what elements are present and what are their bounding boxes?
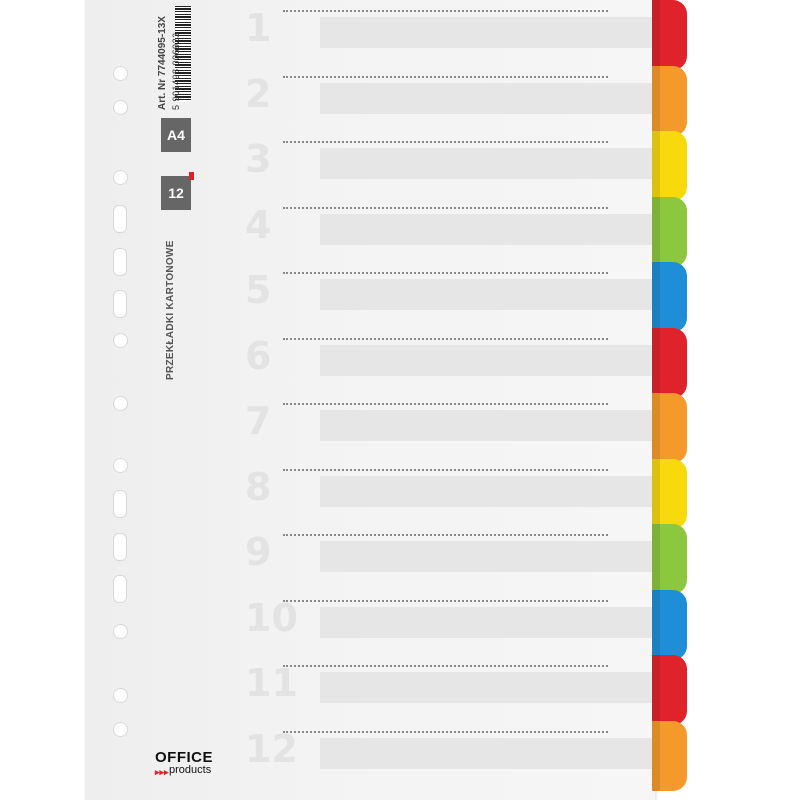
color-tab[interactable] xyxy=(652,328,687,398)
row-number: 9 xyxy=(245,530,272,574)
row-bar xyxy=(320,738,658,769)
article-number: Art. Nr 7744095-13X xyxy=(157,16,168,110)
binder-hole xyxy=(113,688,128,703)
row-bar xyxy=(320,476,658,507)
row-number: 11 xyxy=(245,661,298,705)
color-tab[interactable] xyxy=(652,721,687,791)
write-line[interactable] xyxy=(283,403,608,405)
row-number: 2 xyxy=(245,71,272,116)
index-row xyxy=(245,266,675,311)
row-bar xyxy=(320,541,658,572)
color-tab[interactable] xyxy=(652,197,687,267)
index-row xyxy=(245,332,675,377)
ean-number: 5 901498 006923 xyxy=(171,32,181,110)
index-row xyxy=(245,463,675,508)
binder-hole xyxy=(113,333,128,348)
binder-hole xyxy=(113,100,128,115)
binder-hole xyxy=(113,458,128,473)
row-bar xyxy=(320,345,658,376)
brand-sub: products xyxy=(169,764,212,776)
row-number: 7 xyxy=(245,399,272,443)
binder-hole xyxy=(113,490,127,518)
index-row xyxy=(245,397,675,442)
row-number: 1 xyxy=(245,6,272,50)
write-line[interactable] xyxy=(283,665,608,667)
index-row xyxy=(245,659,675,704)
color-tab[interactable] xyxy=(652,459,687,529)
binder-hole xyxy=(113,624,128,639)
count-badge: 12 xyxy=(161,176,191,210)
index-row xyxy=(245,135,675,180)
write-line[interactable] xyxy=(283,207,608,209)
binder-hole xyxy=(113,533,127,561)
color-tab[interactable] xyxy=(652,524,687,594)
color-tab[interactable] xyxy=(652,0,687,70)
binder-hole xyxy=(113,575,127,603)
binder-hole xyxy=(113,396,128,411)
binder-hole xyxy=(113,66,128,81)
index-row xyxy=(245,725,675,770)
row-bar xyxy=(320,214,658,245)
color-tab[interactable] xyxy=(652,655,687,725)
color-tab[interactable] xyxy=(652,262,687,332)
brand-arrows-icon: ▸▸▸ xyxy=(155,767,169,777)
format-badge: A4 xyxy=(161,118,191,152)
row-bar xyxy=(320,17,658,48)
index-row xyxy=(245,594,675,639)
binder-hole xyxy=(113,722,128,737)
write-line[interactable] xyxy=(283,10,608,12)
index-row xyxy=(245,528,675,573)
row-number: 12 xyxy=(245,726,298,771)
brand-name: OFFICE xyxy=(155,749,213,766)
row-number: 8 xyxy=(245,464,272,509)
write-line[interactable] xyxy=(283,272,608,274)
write-line[interactable] xyxy=(283,76,608,78)
row-bar xyxy=(320,279,658,310)
binder-hole xyxy=(113,248,127,276)
write-line[interactable] xyxy=(283,600,608,602)
index-row xyxy=(245,201,675,246)
index-row xyxy=(245,4,675,49)
index-row xyxy=(245,70,675,115)
row-number: 3 xyxy=(245,137,272,181)
row-bar xyxy=(320,83,658,114)
binder-hole xyxy=(113,290,127,318)
badge-red-mark xyxy=(189,172,194,180)
write-line[interactable] xyxy=(283,731,608,733)
write-line[interactable] xyxy=(283,534,608,536)
binder-hole xyxy=(113,170,128,185)
divider-sheet xyxy=(85,0,685,800)
brand-logo xyxy=(155,750,213,776)
color-tab[interactable] xyxy=(652,66,687,136)
row-number: 6 xyxy=(245,333,272,378)
color-tab[interactable] xyxy=(652,131,687,201)
row-bar xyxy=(320,148,658,179)
row-number: 4 xyxy=(245,202,272,247)
row-number: 5 xyxy=(245,268,272,312)
product-title: PRZEKŁADKI KARTONOWE xyxy=(165,240,176,380)
row-number: 10 xyxy=(245,595,298,640)
write-line[interactable] xyxy=(283,141,608,143)
color-tab[interactable] xyxy=(652,393,687,463)
binder-hole xyxy=(113,205,127,233)
write-line[interactable] xyxy=(283,469,608,471)
row-bar xyxy=(320,672,658,703)
row-bar xyxy=(320,410,658,441)
color-tab[interactable] xyxy=(652,590,687,660)
row-bar xyxy=(320,607,658,638)
write-line[interactable] xyxy=(283,338,608,340)
